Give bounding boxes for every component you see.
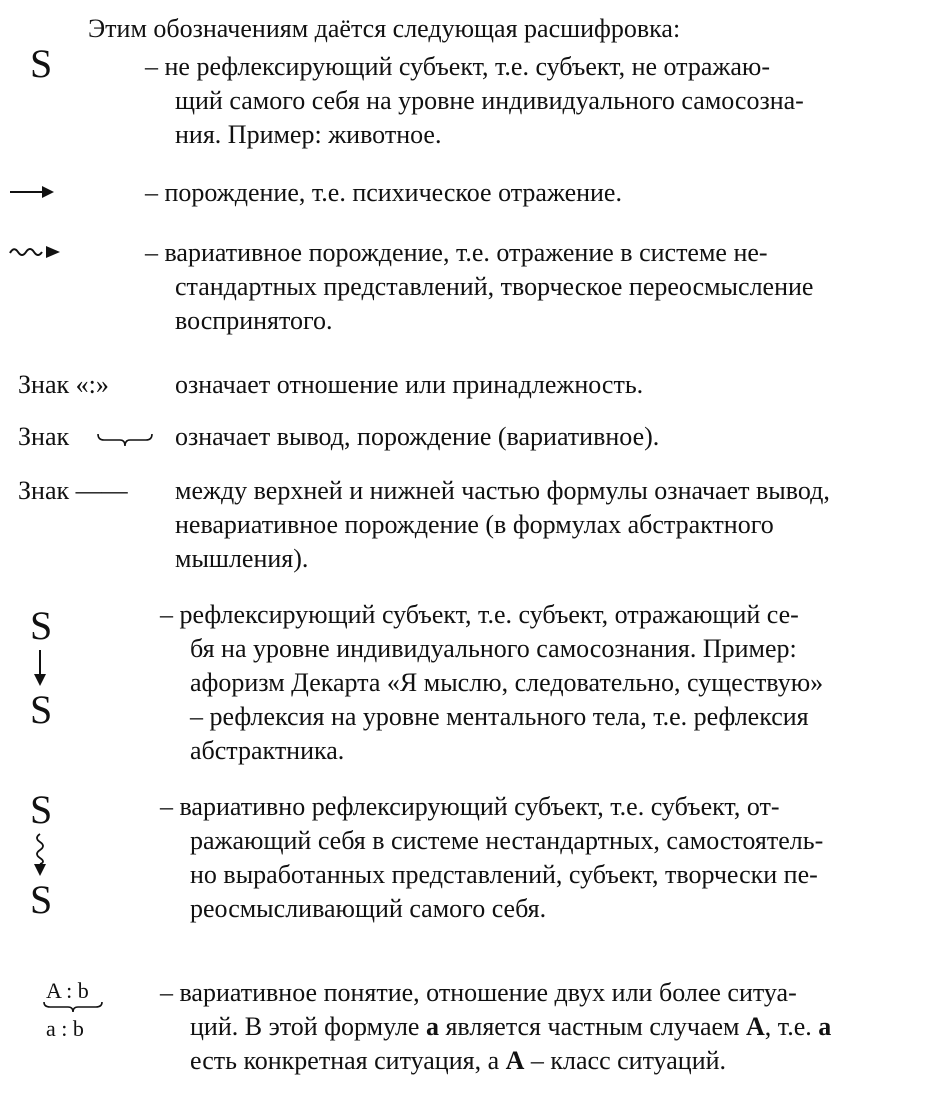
symbol-s-bottom: S (30, 877, 53, 922)
symbol-label: Знак (18, 422, 70, 451)
symbol-s-top: S (30, 603, 53, 648)
entry-line: – не рефлексирующий субъект, т.е. субъект, не отражаю- (145, 52, 770, 81)
entry-line: – рефлексирующий субъект, т.е. субъект, отражающий се- (160, 600, 799, 629)
entry-line: между верхней и нижней частью формулы означает вывод, (175, 476, 830, 505)
entry-line: ций. В этой формуле a является частным случаем A, т.е. a (190, 1012, 832, 1041)
entry-line: – рефлексия на уровне ментального тела, т.е. рефлексия (190, 702, 809, 731)
symbol-label: Знак —— (18, 476, 128, 505)
wavy-arrow-down-icon (32, 832, 48, 878)
entry-line: означает отношение или принадлежность. (175, 370, 644, 399)
entry-line: невариативное порождение (в формулах абстрактного (175, 510, 774, 539)
entry-line: абстрактника. (190, 736, 345, 765)
entry-line: – вариативное понятие, отношение двух или более ситуа- (160, 978, 797, 1007)
formula-top: A : b (46, 978, 89, 1003)
formula-bottom: a : b (46, 1016, 84, 1041)
entry-line: означает вывод, порождение (вариативное). (175, 422, 660, 451)
symbol-s-bottom: S (30, 687, 53, 732)
entry-line: бя на уровне индивидуального самосознания. Пример: (190, 634, 797, 663)
entry-line: реосмысливающий самого себя. (190, 894, 547, 923)
symbol-s-top: S (30, 787, 53, 832)
entry-line: афоризм Декарта «Я мыслю, следовательно, существую» (190, 668, 824, 697)
underbrace-icon (96, 432, 154, 448)
entry-line: – вариативное порождение, т.е. отражение в системе не- (145, 238, 768, 267)
arrow-down-icon (32, 648, 48, 688)
symbol-label: Знак «:» (18, 370, 109, 399)
entry-line: воспринятого. (175, 306, 333, 335)
entry-line: – вариативно рефлексирующий субъект, т.е. субъект, от- (160, 792, 780, 821)
entry-line: ражающий себя в системе нестандартных, самостоятель- (190, 826, 824, 855)
entry-line: – порождение, т.е. психическое отражение. (145, 178, 622, 207)
wavy-arrow-right-icon (8, 244, 62, 260)
entry-line: мышления). (175, 544, 309, 573)
underbrace-icon (42, 1000, 106, 1014)
intro-text: Этим обозначениям даётся следующая расшифровка: (88, 14, 681, 43)
entry-line: щий самого себя на уровне индивидуального самосозна- (175, 86, 804, 115)
entry-line: но выработанных представлений, субъект, творчески пе- (190, 860, 818, 889)
entry-line: стандартных представлений, творческое переосмысление (175, 272, 814, 301)
symbol-s: S (30, 41, 53, 86)
arrow-right-icon (8, 184, 56, 200)
entry-line: есть конкретная ситуация, а A – класс ситуаций. (190, 1046, 727, 1075)
entry-line: ния. Пример: животное. (175, 120, 442, 149)
